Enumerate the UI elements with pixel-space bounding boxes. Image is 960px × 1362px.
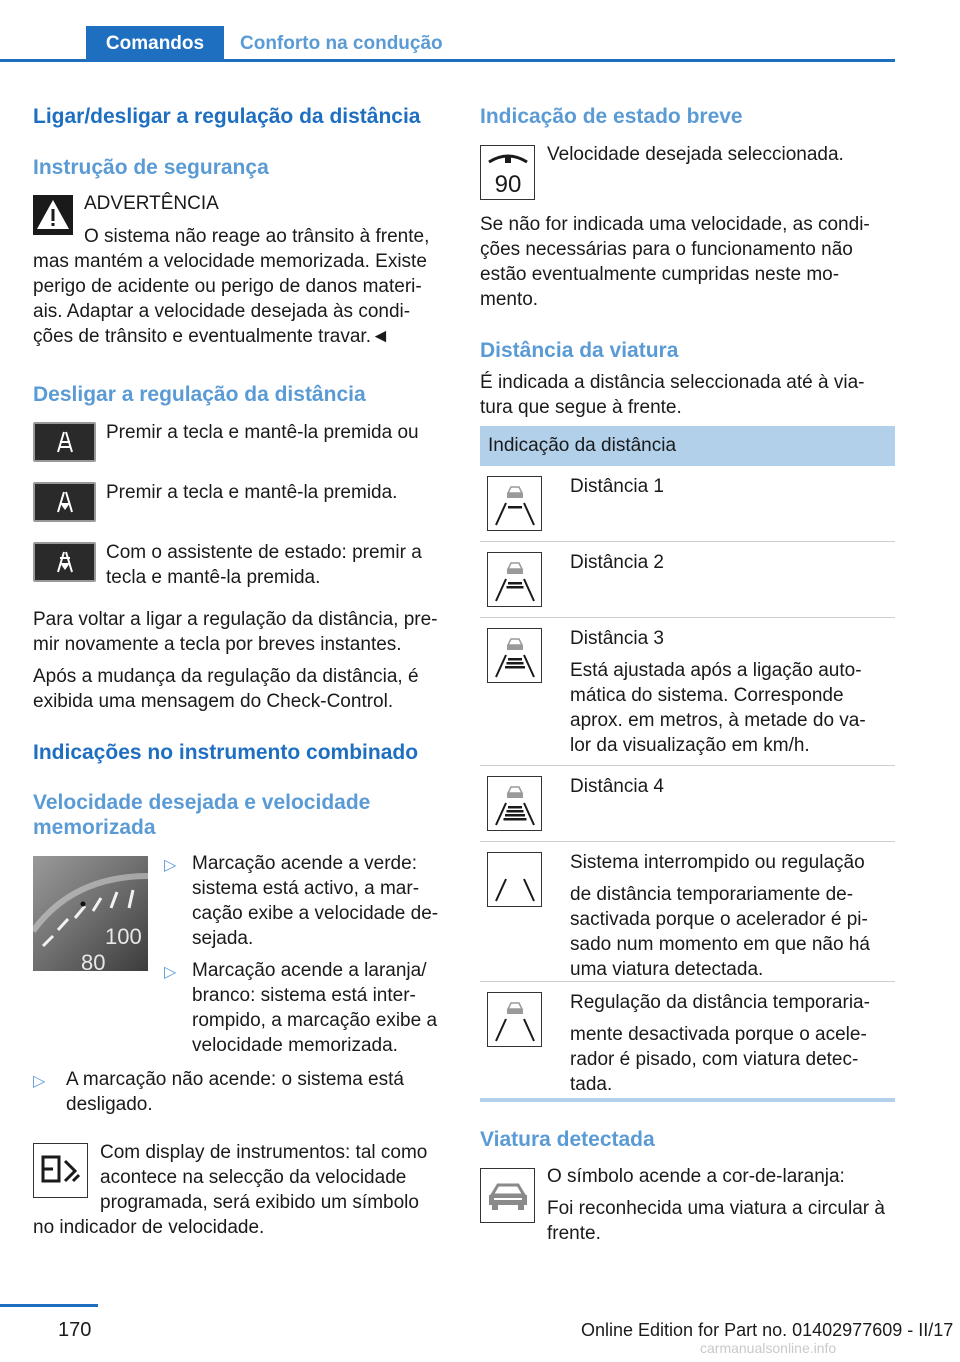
key3-text: tecla e mantê-la premida. [106, 567, 321, 588]
cruise-control-icon [33, 1143, 88, 1198]
warning-text-line: perigo de acidente ou perigo de danos materi- [33, 276, 422, 297]
brief-status-heading: Indicação de estado breve [480, 105, 743, 128]
distance-bars-icon [487, 552, 542, 607]
table-cell-line: Está ajustada após a ligação auto- [570, 660, 862, 681]
display-text-line: acontece na selecção da velocidade [100, 1167, 407, 1188]
paragraph-line: Após a mudança da regulação da distância, é [33, 666, 419, 687]
vehicle-detected-icon [480, 1168, 535, 1223]
tab-comandos[interactable]: Comandos [86, 26, 224, 62]
vehicle-text-line: Foi reconhecida uma viatura a circular à [547, 1198, 885, 1219]
vehicle-text-line: frente. [547, 1223, 601, 1244]
table-cell-line: mática do sistema. Corresponde [570, 685, 844, 706]
warning-icon [33, 195, 73, 235]
display-text-line: no indicador de velocidade. [33, 1217, 265, 1238]
bullet-item [66, 1067, 404, 1117]
text-line: mento. [480, 289, 539, 310]
distance-bars-icon [487, 992, 542, 1047]
text-line: branco: sistema está inter- [192, 985, 416, 1006]
distance-bars-icon [487, 476, 542, 531]
vehicle-text-line: O símbolo acende a cor-de-laranja: [547, 1166, 845, 1187]
table-cell-line: lor da visualização em km/h. [570, 735, 810, 756]
text-line: Marcação acende a verde: [192, 853, 417, 874]
table-cell-line: Sistema interrompido ou regulação [570, 852, 865, 873]
section-title: Ligar/desligar a regulação da distância [33, 105, 421, 128]
table-cell-line: mente desactivada porque o acele- [570, 1024, 867, 1045]
bullet-triangle-icon: ▷ [33, 1073, 46, 1090]
footer-rule [0, 1304, 98, 1307]
distance-key-icon [33, 482, 96, 522]
distance-bars-icon [487, 628, 542, 683]
bullet-triangle-icon: ▷ [164, 964, 177, 981]
text-line: desligado. [66, 1094, 153, 1115]
table-end-rule [480, 1098, 895, 1102]
table-row-separator [480, 541, 895, 542]
text-line: sejada. [192, 928, 254, 949]
bullet-item [192, 958, 437, 1058]
text-line: estão eventualmente cumpridas neste mo- [480, 264, 840, 285]
table-row-separator [480, 765, 895, 766]
distance-paragraph [480, 370, 864, 420]
table-cell-line: de distância temporariamente de- [570, 884, 854, 905]
text-line: sistema está activo, a mar- [192, 878, 420, 899]
display-text-line: Com display de instrumentos: tal como [100, 1142, 428, 1163]
key1-text: Premir a tecla e mantê-la premida ou [106, 422, 419, 443]
table-cell-line: tada. [570, 1074, 613, 1095]
vehicle-heading: Viatura detectada [480, 1128, 655, 1151]
text-line: rompido, a marcação exibe a [192, 1010, 438, 1031]
speedometer-image [33, 856, 148, 971]
text-line: ções necessárias para o funcionamento não [480, 239, 853, 260]
gauge-label-100: 100 [105, 924, 142, 949]
table-cell-line: uma viatura detectada. [570, 959, 764, 980]
display-text-line: programada, será exibido um símbolo [100, 1192, 419, 1213]
text-line: Se não for indicada uma velocidade, as condi- [480, 214, 870, 235]
distance-bars-icon [487, 852, 542, 907]
warning-text-line: O sistema não reage ao trânsito à frente, [84, 226, 430, 247]
text-line: velocidade memorizada. [192, 1035, 398, 1056]
watermark: carmanualsonline.info [700, 1340, 837, 1356]
table-cell-line: Distância 1 [570, 476, 664, 497]
table-row-separator [480, 981, 895, 982]
text-line: A marcação não acende: o sistema está [66, 1069, 404, 1090]
key2-text: Premir a tecla e mantê-la premida. [106, 482, 398, 503]
text-line: É indicada a distância seleccionada até à via- [480, 372, 865, 393]
bullet-triangle-icon: ▷ [164, 857, 177, 874]
brief-paragraph [480, 212, 870, 312]
switch-off-heading: Desligar a regulação da distância [33, 383, 366, 406]
distance-key-icon [33, 422, 96, 462]
table-header: Indicação da distância [480, 426, 895, 466]
set-speed-value: 90 [494, 170, 521, 198]
speed-heading: memorizada [33, 816, 156, 839]
table-cell-line: Distância 3 [570, 628, 664, 649]
table-row-separator [480, 617, 895, 618]
paragraph-line: Para voltar a ligar a regulação da distância, pre- [33, 609, 438, 630]
paragraph-line: exibida uma mensagem do Check-Control. [33, 691, 394, 712]
set-speed-icon [480, 145, 535, 200]
warning-text-line: ais. Adaptar a velocidade desejada às condi- [33, 301, 411, 322]
distance-key-icon [33, 542, 96, 582]
table-cell-line: rador é pisado, com viatura detec- [570, 1049, 859, 1070]
key3-text: Com o assistente de estado: premir a [106, 542, 422, 563]
warning-text-line: ções de trânsito e eventualmente travar.◄ [33, 326, 390, 347]
indications-heading: Indicações no instrumento combinado [33, 741, 419, 764]
text-line: tura que segue à frente. [480, 397, 682, 418]
tab-conforto[interactable]: Conforto na condução [240, 33, 443, 54]
speed-heading: Velocidade desejada e velocidade [33, 791, 371, 814]
text-line: Marcação acende a laranja/ [192, 960, 427, 981]
table-cell-line: sado num momento em que não há [570, 934, 870, 955]
paragraph-line: mir novamente a tecla por breves instantes. [33, 634, 402, 655]
table-cell-line: Distância 2 [570, 552, 664, 573]
bullet-item [192, 851, 438, 951]
page-number: 170 [58, 1319, 92, 1341]
warning-text-line: mas mantém a velocidade memorizada. Existe [33, 251, 427, 272]
text-line: cação exibe a velocidade de- [192, 903, 439, 924]
distance-bars-icon [487, 776, 542, 831]
gauge-label-80: 80 [81, 950, 106, 971]
warning-label: ADVERTÊNCIA [84, 193, 219, 214]
table-cell-line: aprox. em metros, à metade do va- [570, 710, 866, 731]
table-cell-line: Distância 4 [570, 776, 664, 797]
table-cell-line: sactivada porque o acelerador é pi- [570, 909, 868, 930]
safety-heading: Instrução de segurança [33, 156, 269, 179]
edition-text: Online Edition for Part no. 01402977609 - II/17 [581, 1320, 954, 1340]
distance-heading: Distância da viatura [480, 339, 679, 362]
table-cell-line: Regulação da distância temporaria- [570, 992, 870, 1013]
table-row-separator [480, 841, 895, 842]
brief-status-text: Velocidade desejada seleccionada. [547, 144, 844, 165]
